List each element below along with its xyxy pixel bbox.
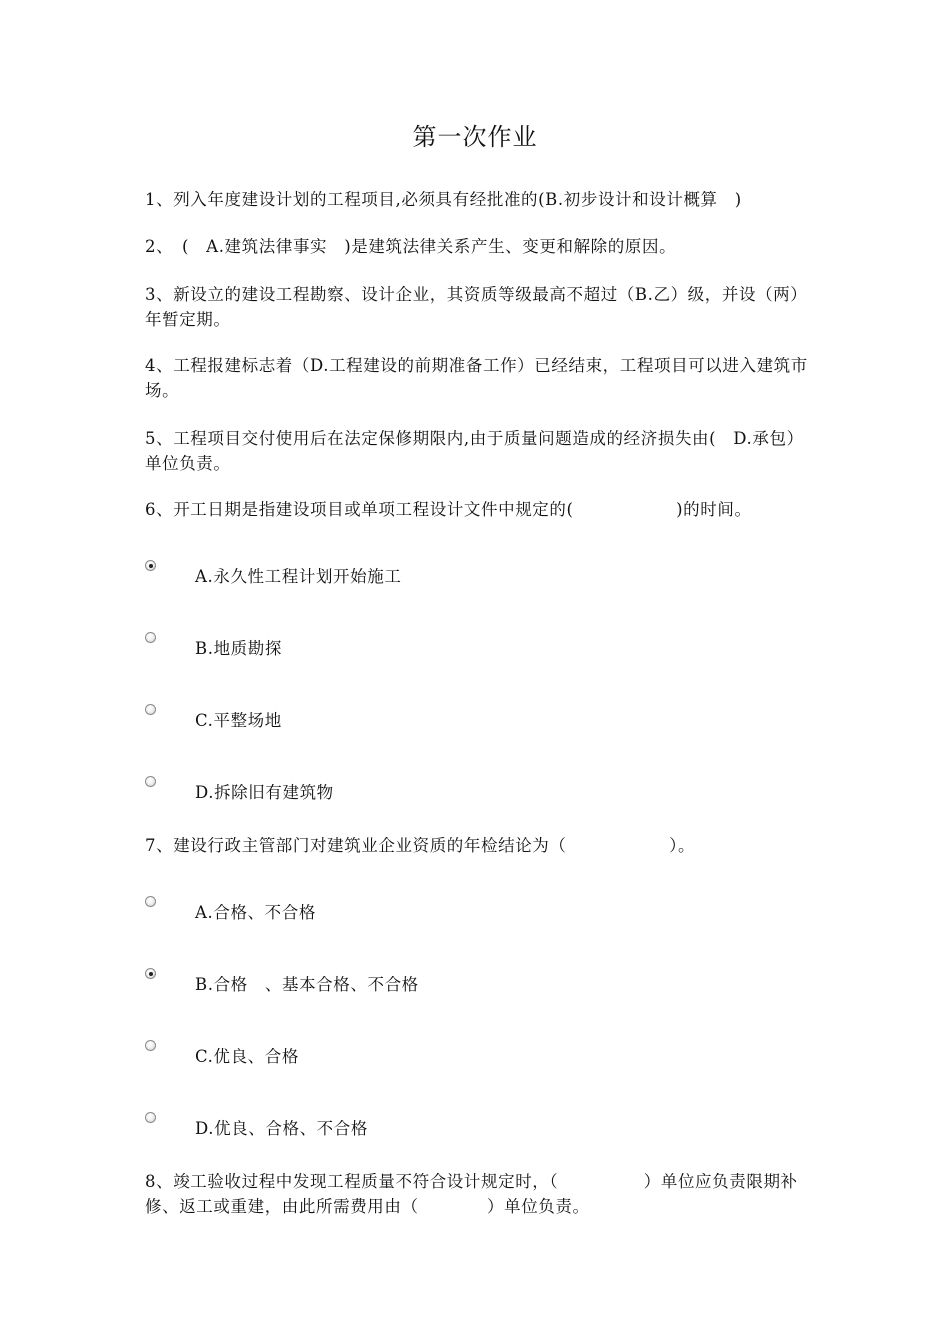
question-5: 5、工程项目交付使用后在法定保修期限内,由于质量问题造成的经济损失由( D.承包）单位负责。: [145, 429, 804, 473]
radio-button-icon[interactable]: [145, 560, 156, 571]
page-title: 第一次作业: [412, 123, 538, 151]
option-6a[interactable]: [145, 560, 645, 590]
radio-button-icon[interactable]: [145, 896, 156, 907]
radio-button-icon[interactable]: [145, 776, 156, 787]
radio-button-icon[interactable]: [145, 968, 156, 979]
option-label: C.优良、合格: [195, 1047, 299, 1066]
radio-button-icon[interactable]: [145, 704, 156, 715]
option-7a[interactable]: [145, 896, 645, 926]
option-7c[interactable]: [145, 1040, 645, 1070]
option-label: C.平整场地: [195, 711, 282, 730]
option-label: B.合格 、基本合格、不合格: [195, 975, 419, 994]
option-label: A.合格、不合格: [195, 903, 316, 922]
option-7b[interactable]: [145, 968, 645, 998]
option-label: B.地质勘探: [195, 639, 282, 658]
question-3: 3、新设立的建设工程勘察、设计企业，其资质等级最高不超过（B.乙）级，并设（两）年暂定期。: [145, 285, 808, 329]
option-6d[interactable]: [145, 776, 645, 806]
option-label: D.优良、合格、不合格: [195, 1119, 368, 1138]
radio-button-icon[interactable]: [145, 632, 156, 643]
question-4: 4、工程报建标志着（D.工程建设的前期准备工作）已经结束，工程项目可以进入建筑市场。: [145, 356, 808, 400]
option-7d[interactable]: [145, 1112, 645, 1142]
question-2: 2、 ( A.建筑法律事实 )是建筑法律关系产生、变更和解除的原因。: [145, 237, 677, 256]
option-6c[interactable]: [145, 704, 645, 734]
question-6: 6、开工日期是指建设项目或单项工程设计文件中规定的( )的时间。: [145, 500, 752, 519]
question-7: 7、建设行政主管部门对建筑业企业资质的年检结论为（ ）。: [145, 836, 696, 855]
radio-button-icon[interactable]: [145, 1112, 156, 1123]
option-label: D.拆除旧有建筑物: [195, 783, 334, 802]
radio-button-icon[interactable]: [145, 1040, 156, 1051]
question-8: 8、竣工验收过程中发现工程质量不符合设计规定时，（ ）单位应负责限期补修、返工或重建，由此所需费用由（ ）单位负责。: [145, 1172, 798, 1216]
option-6b[interactable]: [145, 632, 645, 662]
option-label: A.永久性工程计划开始施工: [195, 567, 402, 586]
question-1: 1、列入年度建设计划的工程项目,必须具有经批准的(B.初步设计和设计概算 ): [145, 190, 742, 209]
